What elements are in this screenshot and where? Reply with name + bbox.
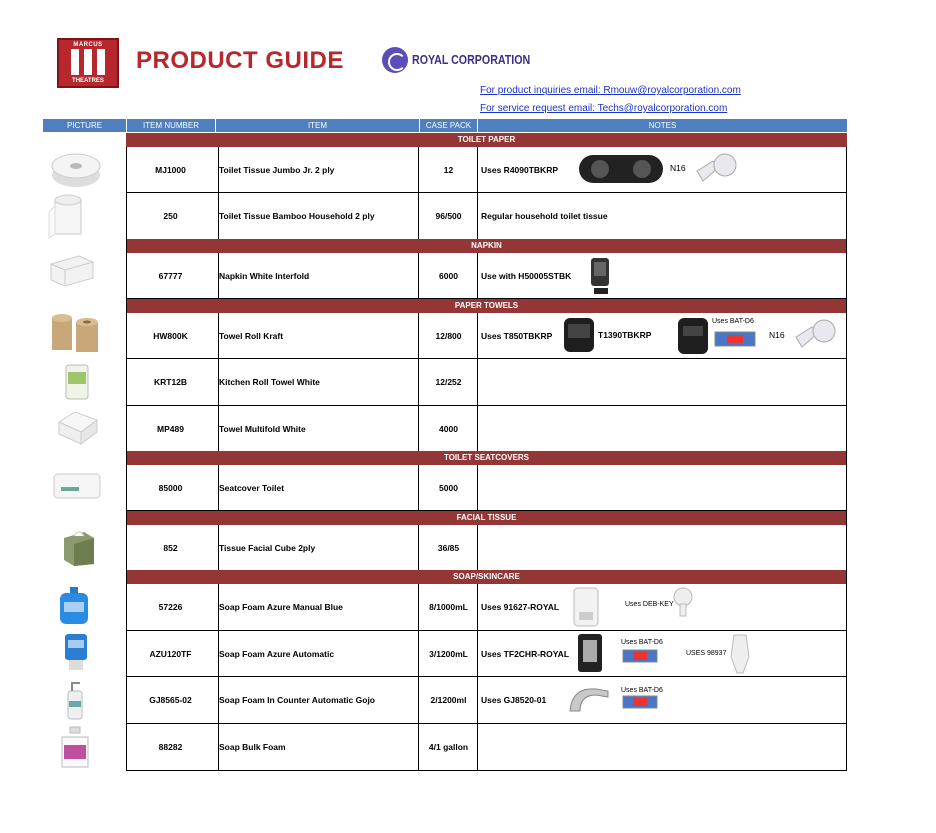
col-header-picture: PICTURE <box>43 119 126 132</box>
auto-soap-picture <box>60 632 90 672</box>
item-number: 852 <box>163 542 178 553</box>
note-text: Uses GJ8520-01 <box>481 695 547 705</box>
table-row <box>126 525 847 571</box>
notes: Regular household toilet tissue <box>477 193 847 239</box>
seatcover-picture <box>52 471 102 501</box>
section-toilet-seatcovers: TOILET SEATCOVERS <box>126 451 847 465</box>
page-title: PRODUCT GUIDE <box>136 47 344 74</box>
dispenser-key-icon <box>693 151 739 185</box>
notes <box>477 631 847 676</box>
notes <box>477 724 847 770</box>
case-pack: 8/1000mL <box>418 584 478 630</box>
key-label: Uses DEB-KEY <box>625 601 674 608</box>
case-pack: 2/1200ml <box>418 677 478 723</box>
item-name: Seatcover Toilet <box>218 465 419 510</box>
item-number: AZU120TF <box>149 648 192 659</box>
case-pack: 12/800 <box>418 313 478 358</box>
col-header-item: ITEM <box>216 119 419 132</box>
royal-logo-icon <box>382 47 408 73</box>
logo-bottom-text: THEATRES <box>72 78 104 84</box>
note-text: Uses T850TBKRP <box>481 330 553 341</box>
section-paper-towels: PAPER TOWELS <box>126 299 847 313</box>
notes <box>477 525 847 570</box>
gojo-soap-picture <box>63 681 87 721</box>
item-number: GJ8565-02 <box>149 695 192 705</box>
kraft-towel-picture <box>50 312 102 354</box>
notes <box>477 253 847 298</box>
battery-pack-icon <box>622 649 658 663</box>
item-name: Soap Foam In Counter Automatic Gojo <box>218 677 419 723</box>
battery-label: Uses BAT-D6 <box>712 318 754 325</box>
table-right-border <box>846 147 847 770</box>
toilet-roll-picture <box>45 194 91 240</box>
table-row <box>126 147 847 193</box>
notes <box>477 465 847 510</box>
table-row <box>126 584 847 631</box>
battery-label: Uses BAT-D6 <box>621 687 663 694</box>
col-header-item-number: ITEM NUMBER <box>127 119 215 132</box>
table-left-border <box>126 147 127 770</box>
key-label: N16 <box>670 163 686 173</box>
case-pack: 96/500 <box>418 193 478 239</box>
napkin-picture <box>49 254 95 288</box>
table-row <box>126 406 847 452</box>
notes <box>477 313 847 358</box>
item-number: MP489 <box>157 423 184 434</box>
logo-m-icon <box>71 49 105 75</box>
table-row <box>126 724 847 771</box>
item-number: KRT12B <box>153 377 188 387</box>
product-inquiry-link[interactable]: For product inquiries email: Rmouw@royalcorporation.com <box>480 85 741 96</box>
table-row <box>126 677 847 724</box>
item-number: 250 <box>163 211 178 221</box>
note-text: Uses 91627-ROYAL <box>481 602 560 612</box>
battery-pack-icon <box>622 695 658 709</box>
item-name: Toilet Tissue Bamboo Household 2 ply <box>218 193 419 239</box>
table-row <box>126 193 847 240</box>
item-name: Napkin White Interfold <box>218 253 419 298</box>
item-name: Toilet Tissue Jumbo Jr. 2 ply <box>218 147 419 192</box>
battery-label: Uses BAT-D6 <box>621 639 663 646</box>
item-name: Tissue Facial Cube 2ply <box>218 525 419 570</box>
deb-key-icon <box>670 586 696 618</box>
case-pack: 4/1 gallon <box>418 724 478 770</box>
dual-roll-dispenser-icon <box>578 152 664 186</box>
notes <box>477 677 847 723</box>
item-number: 85000 <box>158 482 183 493</box>
brand-name: ROYAL CORPORATION <box>412 52 531 67</box>
kitchen-roll-picture <box>64 362 90 402</box>
col-header-case-pack: CASE PACK <box>420 119 477 132</box>
marcus-theatres-logo <box>57 38 119 88</box>
item-name: Soap Foam Azure Automatic <box>218 631 419 676</box>
service-request-link[interactable]: For service request email: Techs@royalcorporation.com <box>480 103 728 114</box>
item-name: Towel Roll Kraft <box>218 313 419 358</box>
facial-tissue-picture <box>62 528 96 568</box>
case-pack: 12 <box>418 147 478 192</box>
notes <box>477 406 847 451</box>
table-row <box>126 359 847 406</box>
part-label: USES 98937 <box>686 650 727 657</box>
soap-dispenser-icon <box>572 586 600 628</box>
table-row <box>126 253 847 299</box>
table-row <box>126 465 847 511</box>
item-number: MJ1000 <box>155 164 186 175</box>
item-number: HW800K <box>153 330 188 341</box>
key-label: N16 <box>769 330 785 340</box>
col-header-notes: NOTES <box>478 119 847 132</box>
note-text: Use with H50005STBK <box>481 270 572 281</box>
notes <box>477 359 847 405</box>
jumbo-roll-picture <box>50 148 102 190</box>
logo-top-text: MARCUS <box>73 42 103 48</box>
multifold-towel-picture <box>55 408 101 446</box>
dispenser-key-icon <box>792 317 838 351</box>
case-pack: 5000 <box>418 465 478 510</box>
item-name: Soap Foam Azure Manual Blue <box>218 584 419 630</box>
section-toilet-paper: TOILET PAPER <box>126 133 847 147</box>
battery-pack-icon <box>714 331 756 347</box>
section-napkin: NAPKIN <box>126 239 847 253</box>
case-pack: 4000 <box>418 406 478 451</box>
case-pack: 36/85 <box>418 525 478 570</box>
case-pack: 12/252 <box>418 359 478 405</box>
towel-dispenser-icon <box>562 316 596 356</box>
section-soap-skincare: SOAP/SKINCARE <box>126 570 847 584</box>
auto-soap-dispenser-icon <box>576 632 604 674</box>
auto-towel-dispenser-icon <box>676 316 710 356</box>
table-row <box>126 631 847 677</box>
napkin-dispenser-icon <box>588 256 614 296</box>
blue-soap-picture <box>57 586 91 626</box>
note-text: Uses TF2CHR-ROYAL <box>481 648 570 659</box>
item-number: 88282 <box>158 742 183 752</box>
case-pack: 3/1200mL <box>418 631 478 676</box>
item-name: Kitchen Roll Towel White <box>218 359 419 405</box>
notes <box>477 584 847 630</box>
note-text-2: T1390TBKRP <box>598 330 652 340</box>
case-pack: 6000 <box>418 253 478 298</box>
note-text: Uses R4090TBKRP <box>481 164 559 175</box>
item-number: 57226 <box>158 602 183 612</box>
pump-part-icon <box>728 633 752 675</box>
bulk-soap-picture <box>58 725 92 769</box>
item-number: 67777 <box>158 270 183 281</box>
section-facial-tissue: FACIAL TISSUE <box>126 511 847 525</box>
item-name: Towel Multifold White <box>218 406 419 451</box>
counter-soap-dispenser-icon <box>566 683 612 715</box>
table-row <box>126 313 847 359</box>
notes <box>477 147 847 192</box>
item-name: Soap Bulk Foam <box>218 724 419 770</box>
